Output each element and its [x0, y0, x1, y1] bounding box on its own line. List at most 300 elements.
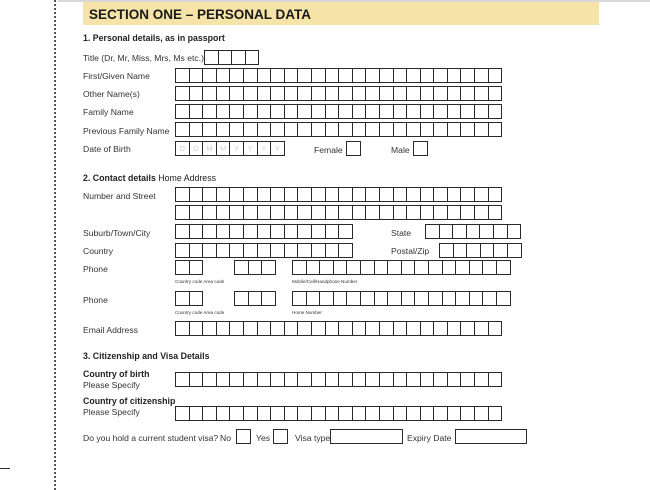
char-box[interactable]	[460, 104, 475, 119]
phone1-country-code[interactable]	[175, 260, 203, 275]
dob-year-box[interactable]: Y	[257, 141, 272, 156]
char-box[interactable]	[379, 205, 394, 220]
char-box[interactable]	[466, 224, 481, 239]
char-box[interactable]	[243, 243, 258, 258]
char-box[interactable]	[325, 372, 340, 387]
char-box[interactable]	[352, 104, 367, 119]
char-box[interactable]	[338, 122, 353, 137]
char-box[interactable]	[365, 187, 380, 202]
char-box[interactable]	[243, 68, 258, 83]
char-box[interactable]	[447, 187, 462, 202]
char-box[interactable]	[338, 104, 353, 119]
char-box[interactable]	[393, 205, 408, 220]
char-box[interactable]	[414, 291, 429, 306]
char-box[interactable]	[406, 104, 421, 119]
char-box[interactable]	[406, 205, 421, 220]
char-box[interactable]	[216, 86, 231, 101]
char-box[interactable]	[496, 291, 511, 306]
char-box[interactable]	[365, 104, 380, 119]
char-box[interactable]	[393, 104, 408, 119]
char-box[interactable]	[297, 205, 312, 220]
char-box[interactable]	[460, 122, 475, 137]
char-box[interactable]	[379, 321, 394, 336]
char-box[interactable]	[229, 86, 244, 101]
char-box[interactable]	[420, 86, 435, 101]
char-box[interactable]	[284, 243, 299, 258]
char-box[interactable]	[175, 86, 190, 101]
char-box[interactable]	[346, 291, 361, 306]
char-box[interactable]	[229, 321, 244, 336]
char-box[interactable]	[352, 205, 367, 220]
char-box[interactable]	[379, 104, 394, 119]
char-box[interactable]	[352, 86, 367, 101]
char-box[interactable]	[284, 372, 299, 387]
street-boxes-line2[interactable]	[175, 205, 502, 220]
char-box[interactable]	[189, 205, 204, 220]
char-box[interactable]	[311, 205, 326, 220]
char-box[interactable]	[175, 406, 190, 421]
char-box[interactable]	[243, 104, 258, 119]
char-box[interactable]	[474, 86, 489, 101]
char-box[interactable]	[284, 187, 299, 202]
char-box[interactable]	[479, 224, 494, 239]
char-box[interactable]	[447, 86, 462, 101]
email-boxes[interactable]	[175, 321, 502, 336]
char-box[interactable]	[202, 406, 217, 421]
char-box[interactable]	[379, 406, 394, 421]
char-box[interactable]	[311, 104, 326, 119]
char-box[interactable]	[229, 372, 244, 387]
char-box[interactable]	[284, 122, 299, 137]
phone2-area-code[interactable]	[234, 291, 276, 306]
char-box[interactable]	[474, 104, 489, 119]
char-box[interactable]	[284, 68, 299, 83]
char-box[interactable]	[257, 187, 272, 202]
char-box[interactable]	[257, 68, 272, 83]
char-box[interactable]	[460, 187, 475, 202]
char-box[interactable]	[420, 187, 435, 202]
char-box[interactable]	[311, 406, 326, 421]
char-box[interactable]	[311, 372, 326, 387]
char-box[interactable]	[175, 187, 190, 202]
char-box[interactable]	[175, 321, 190, 336]
char-box[interactable]	[234, 291, 249, 306]
char-box[interactable]	[325, 187, 340, 202]
char-box[interactable]	[338, 68, 353, 83]
dob-day-box[interactable]: D	[189, 141, 204, 156]
dob-day-box[interactable]: D	[175, 141, 190, 156]
char-box[interactable]	[297, 187, 312, 202]
char-box[interactable]	[257, 224, 272, 239]
char-box[interactable]	[325, 104, 340, 119]
char-box[interactable]	[243, 406, 258, 421]
char-box[interactable]	[338, 205, 353, 220]
char-box[interactable]	[346, 260, 361, 275]
char-box[interactable]	[297, 406, 312, 421]
char-box[interactable]	[433, 122, 448, 137]
char-box[interactable]	[466, 243, 481, 258]
char-box[interactable]	[433, 187, 448, 202]
char-box[interactable]	[243, 86, 258, 101]
char-box[interactable]	[374, 260, 389, 275]
char-box[interactable]	[488, 372, 503, 387]
char-box[interactable]	[284, 406, 299, 421]
char-box[interactable]	[352, 68, 367, 83]
char-box[interactable]	[333, 291, 348, 306]
char-box[interactable]	[420, 122, 435, 137]
male-checkbox[interactable]	[413, 141, 428, 156]
dob-year-box[interactable]: Y	[270, 141, 285, 156]
char-box[interactable]	[297, 68, 312, 83]
char-box[interactable]	[243, 372, 258, 387]
char-box[interactable]	[245, 50, 260, 65]
char-box[interactable]	[447, 68, 462, 83]
char-box[interactable]	[243, 187, 258, 202]
char-box[interactable]	[261, 291, 276, 306]
char-box[interactable]	[488, 104, 503, 119]
char-box[interactable]	[270, 321, 285, 336]
char-box[interactable]	[229, 205, 244, 220]
char-box[interactable]	[493, 224, 508, 239]
char-box[interactable]	[319, 291, 334, 306]
char-box[interactable]	[175, 243, 190, 258]
char-box[interactable]	[406, 321, 421, 336]
char-box[interactable]	[284, 205, 299, 220]
char-box[interactable]	[365, 321, 380, 336]
char-box[interactable]	[243, 122, 258, 137]
phone1-number[interactable]	[292, 260, 511, 275]
title-boxes[interactable]	[204, 50, 259, 65]
char-box[interactable]	[189, 291, 204, 306]
char-box[interactable]	[248, 291, 263, 306]
suburb-boxes[interactable]	[175, 224, 353, 239]
char-box[interactable]	[297, 104, 312, 119]
char-box[interactable]	[297, 122, 312, 137]
char-box[interactable]	[379, 372, 394, 387]
char-box[interactable]	[175, 260, 190, 275]
char-box[interactable]	[297, 372, 312, 387]
char-box[interactable]	[406, 187, 421, 202]
dob-year-box[interactable]: Y	[229, 141, 244, 156]
char-box[interactable]	[488, 187, 503, 202]
char-box[interactable]	[406, 406, 421, 421]
char-box[interactable]	[270, 372, 285, 387]
char-box[interactable]	[284, 104, 299, 119]
char-box[interactable]	[270, 86, 285, 101]
char-box[interactable]	[433, 86, 448, 101]
char-box[interactable]	[460, 406, 475, 421]
char-box[interactable]	[229, 187, 244, 202]
char-box[interactable]	[216, 104, 231, 119]
visa-yes-checkbox[interactable]	[273, 429, 288, 444]
char-box[interactable]	[311, 187, 326, 202]
char-box[interactable]	[352, 406, 367, 421]
char-box[interactable]	[338, 187, 353, 202]
char-box[interactable]	[261, 260, 276, 275]
char-box[interactable]	[270, 122, 285, 137]
char-box[interactable]	[365, 205, 380, 220]
char-box[interactable]	[469, 291, 484, 306]
char-box[interactable]	[306, 260, 321, 275]
char-box[interactable]	[257, 372, 272, 387]
char-box[interactable]	[455, 260, 470, 275]
char-box[interactable]	[257, 104, 272, 119]
first-name-boxes[interactable]	[175, 68, 502, 83]
char-box[interactable]	[338, 224, 353, 239]
char-box[interactable]	[189, 122, 204, 137]
char-box[interactable]	[365, 406, 380, 421]
char-box[interactable]	[414, 260, 429, 275]
char-box[interactable]	[482, 291, 497, 306]
char-box[interactable]	[216, 205, 231, 220]
char-box[interactable]	[270, 205, 285, 220]
char-box[interactable]	[379, 187, 394, 202]
char-box[interactable]	[243, 205, 258, 220]
char-box[interactable]	[204, 50, 219, 65]
char-box[interactable]	[248, 260, 263, 275]
char-box[interactable]	[325, 406, 340, 421]
char-box[interactable]	[480, 243, 495, 258]
char-box[interactable]	[433, 321, 448, 336]
char-box[interactable]	[175, 104, 190, 119]
previous-family-name-boxes[interactable]	[175, 122, 502, 137]
char-box[interactable]	[257, 243, 272, 258]
female-checkbox[interactable]	[346, 141, 361, 156]
char-box[interactable]	[338, 321, 353, 336]
char-box[interactable]	[270, 104, 285, 119]
phone2-number[interactable]	[292, 291, 511, 306]
char-box[interactable]	[420, 68, 435, 83]
char-box[interactable]	[189, 104, 204, 119]
char-box[interactable]	[216, 406, 231, 421]
char-box[interactable]	[365, 372, 380, 387]
char-box[interactable]	[243, 321, 258, 336]
char-box[interactable]	[292, 291, 307, 306]
char-box[interactable]	[352, 321, 367, 336]
char-box[interactable]	[460, 321, 475, 336]
char-box[interactable]	[338, 372, 353, 387]
char-box[interactable]	[202, 205, 217, 220]
char-box[interactable]	[360, 260, 375, 275]
char-box[interactable]	[406, 86, 421, 101]
char-box[interactable]	[175, 224, 190, 239]
char-box[interactable]	[365, 86, 380, 101]
char-box[interactable]	[420, 372, 435, 387]
char-box[interactable]	[379, 86, 394, 101]
char-box[interactable]	[216, 372, 231, 387]
char-box[interactable]	[453, 243, 468, 258]
char-box[interactable]	[257, 205, 272, 220]
visa-type-field[interactable]	[330, 429, 403, 444]
char-box[interactable]	[393, 406, 408, 421]
char-box[interactable]	[216, 243, 231, 258]
char-box[interactable]	[425, 224, 440, 239]
char-box[interactable]	[234, 260, 249, 275]
char-box[interactable]	[401, 260, 416, 275]
char-box[interactable]	[325, 205, 340, 220]
family-name-boxes[interactable]	[175, 104, 502, 119]
char-box[interactable]	[270, 406, 285, 421]
dob-boxes[interactable]	[175, 141, 285, 156]
char-box[interactable]	[474, 68, 489, 83]
char-box[interactable]	[189, 260, 204, 275]
char-box[interactable]	[374, 291, 389, 306]
char-box[interactable]	[433, 406, 448, 421]
char-box[interactable]	[420, 205, 435, 220]
char-box[interactable]	[455, 291, 470, 306]
char-box[interactable]	[393, 187, 408, 202]
char-box[interactable]	[338, 406, 353, 421]
char-box[interactable]	[270, 187, 285, 202]
char-box[interactable]	[175, 291, 190, 306]
char-box[interactable]	[284, 321, 299, 336]
char-box[interactable]	[189, 321, 204, 336]
char-box[interactable]	[474, 372, 489, 387]
char-box[interactable]	[325, 86, 340, 101]
birth-country-boxes[interactable]	[175, 372, 502, 387]
char-box[interactable]	[325, 321, 340, 336]
char-box[interactable]	[284, 224, 299, 239]
char-box[interactable]	[488, 321, 503, 336]
char-box[interactable]	[229, 406, 244, 421]
char-box[interactable]	[496, 260, 511, 275]
char-box[interactable]	[393, 372, 408, 387]
char-box[interactable]	[311, 243, 326, 258]
char-box[interactable]	[474, 406, 489, 421]
char-box[interactable]	[229, 68, 244, 83]
char-box[interactable]	[202, 187, 217, 202]
char-box[interactable]	[189, 243, 204, 258]
char-box[interactable]	[439, 243, 454, 258]
char-box[interactable]	[393, 68, 408, 83]
char-box[interactable]	[189, 372, 204, 387]
char-box[interactable]	[270, 68, 285, 83]
char-box[interactable]	[216, 187, 231, 202]
char-box[interactable]	[202, 122, 217, 137]
char-box[interactable]	[333, 260, 348, 275]
char-box[interactable]	[428, 291, 443, 306]
char-box[interactable]	[284, 86, 299, 101]
char-box[interactable]	[406, 372, 421, 387]
char-box[interactable]	[474, 205, 489, 220]
char-box[interactable]	[202, 372, 217, 387]
char-box[interactable]	[433, 205, 448, 220]
char-box[interactable]	[406, 122, 421, 137]
char-box[interactable]	[202, 321, 217, 336]
street-boxes-line1[interactable]	[175, 187, 502, 202]
char-box[interactable]	[474, 187, 489, 202]
char-box[interactable]	[325, 68, 340, 83]
char-box[interactable]	[488, 406, 503, 421]
char-box[interactable]	[433, 104, 448, 119]
char-box[interactable]	[311, 122, 326, 137]
char-box[interactable]	[338, 86, 353, 101]
visa-no-checkbox[interactable]	[236, 429, 251, 444]
char-box[interactable]	[352, 372, 367, 387]
char-box[interactable]	[488, 205, 503, 220]
char-box[interactable]	[352, 122, 367, 137]
char-box[interactable]	[460, 372, 475, 387]
char-box[interactable]	[447, 205, 462, 220]
char-box[interactable]	[216, 122, 231, 137]
char-box[interactable]	[297, 224, 312, 239]
char-box[interactable]	[297, 243, 312, 258]
char-box[interactable]	[231, 50, 246, 65]
char-box[interactable]	[189, 406, 204, 421]
char-box[interactable]	[257, 406, 272, 421]
char-box[interactable]	[338, 243, 353, 258]
country-boxes[interactable]	[175, 243, 353, 258]
char-box[interactable]	[325, 224, 340, 239]
char-box[interactable]	[297, 321, 312, 336]
char-box[interactable]	[447, 104, 462, 119]
char-box[interactable]	[243, 224, 258, 239]
char-box[interactable]	[257, 122, 272, 137]
dob-month-box[interactable]: M	[216, 141, 231, 156]
char-box[interactable]	[189, 224, 204, 239]
char-box[interactable]	[306, 291, 321, 306]
char-box[interactable]	[428, 260, 443, 275]
char-box[interactable]	[393, 321, 408, 336]
char-box[interactable]	[460, 68, 475, 83]
char-box[interactable]	[460, 86, 475, 101]
char-box[interactable]	[447, 372, 462, 387]
char-box[interactable]	[488, 86, 503, 101]
char-box[interactable]	[447, 122, 462, 137]
char-box[interactable]	[257, 86, 272, 101]
char-box[interactable]	[229, 122, 244, 137]
char-box[interactable]	[270, 243, 285, 258]
char-box[interactable]	[216, 68, 231, 83]
char-box[interactable]	[175, 68, 190, 83]
char-box[interactable]	[229, 224, 244, 239]
char-box[interactable]	[175, 122, 190, 137]
char-box[interactable]	[420, 104, 435, 119]
char-box[interactable]	[442, 291, 457, 306]
char-box[interactable]	[439, 224, 454, 239]
char-box[interactable]	[325, 122, 340, 137]
char-box[interactable]	[257, 321, 272, 336]
char-box[interactable]	[442, 260, 457, 275]
char-box[interactable]	[488, 68, 503, 83]
char-box[interactable]	[175, 205, 190, 220]
char-box[interactable]	[175, 372, 190, 387]
char-box[interactable]	[297, 86, 312, 101]
char-box[interactable]	[325, 243, 340, 258]
char-box[interactable]	[365, 122, 380, 137]
phone2-country-code[interactable]	[175, 291, 203, 306]
char-box[interactable]	[216, 224, 231, 239]
char-box[interactable]	[202, 224, 217, 239]
char-box[interactable]	[406, 68, 421, 83]
citizenship-country-boxes[interactable]	[175, 406, 502, 421]
char-box[interactable]	[493, 243, 508, 258]
char-box[interactable]	[352, 187, 367, 202]
char-box[interactable]	[482, 260, 497, 275]
char-box[interactable]	[270, 224, 285, 239]
char-box[interactable]	[202, 243, 217, 258]
char-box[interactable]	[393, 86, 408, 101]
char-box[interactable]	[507, 243, 522, 258]
char-box[interactable]	[447, 321, 462, 336]
phone1-area-code[interactable]	[234, 260, 276, 275]
char-box[interactable]	[360, 291, 375, 306]
char-box[interactable]	[216, 321, 231, 336]
char-box[interactable]	[189, 187, 204, 202]
char-box[interactable]	[420, 406, 435, 421]
char-box[interactable]	[387, 260, 402, 275]
expiry-date-field[interactable]	[455, 429, 527, 444]
